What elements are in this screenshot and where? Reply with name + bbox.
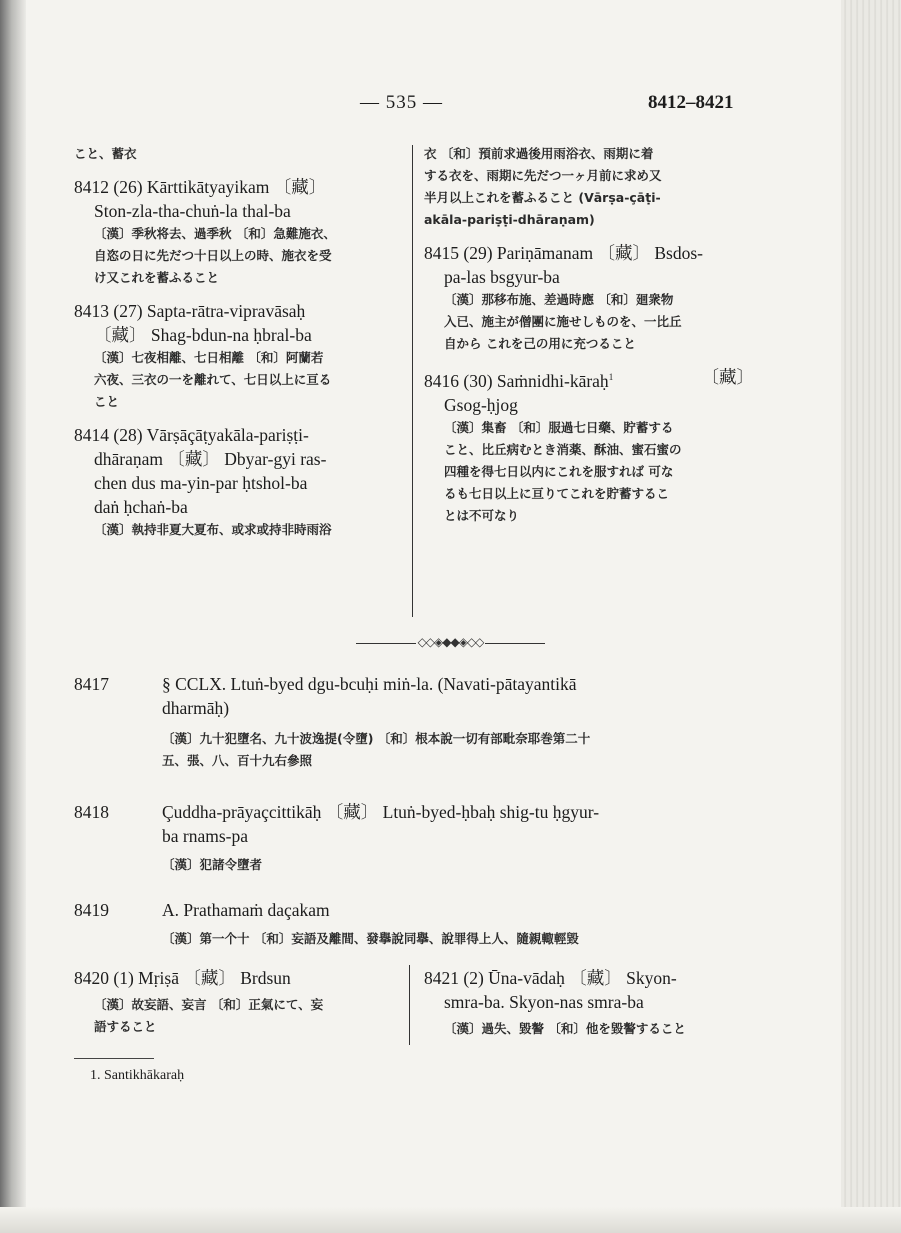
tibetan-term: Ston-zla-tha-chuṅ-la thal-ba (94, 201, 291, 221)
entry-headword: 8414 (28) Vārṣāçāṭyakāla-pariṣṭi- (74, 425, 309, 445)
jp-gloss: 〔漢〕九十犯墮名、九十波逸提(令墮) 〔和〕根本說一切有部毗奈耶巻第二十 (162, 731, 591, 746)
jp-gloss: 〔漢〕犯諸令墮者 (162, 857, 263, 872)
entry-8412 (74, 175, 404, 289)
left-column (74, 143, 404, 551)
jp-gloss: 〔漢〕第一个十 〔和〕妄語及離間、發擧說同擧、說罪得上人、隨親輙輕毀 (162, 931, 579, 946)
entry-headword: Çuddha-prāyaçcittikāḥ 〔藏〕 Ltuṅ-byed-ḥbaḥ shig-tu ḥgyur- (162, 802, 600, 822)
jp-gloss: 半月以上これを蓄ふること (Vārṣa-çāṭi- (424, 190, 661, 205)
jp-gloss: 語すること (94, 1019, 157, 1034)
jp-gloss: 〔漢〕過失、毀謷 〔和〕他を毀謷すること (444, 1021, 686, 1036)
jp-gloss: るも七日以上に亘りてこれを貯蓄するこ (444, 485, 670, 501)
jp-gloss: 〔漢〕執持非夏大夏布、或求或持非時雨浴 (94, 522, 332, 537)
jp-gloss: 〔漢〕集畜 〔和〕服過七日藥、貯蓄する (444, 419, 674, 435)
entry-headword-cont: dharmāḥ) (162, 698, 230, 718)
entry-8413 (74, 299, 404, 413)
tibetan-term: ba rnams-pa (162, 826, 249, 846)
page-binding-shadow (0, 0, 26, 1233)
jp-gloss: する衣を、雨期に先だつ一ヶ月前に求め又 (424, 168, 662, 183)
jp-gloss: 自恣の日に先だつ十日以上の時、施衣を受 (94, 248, 332, 263)
jp-gloss: こと (94, 394, 120, 409)
footnote-rule (74, 1058, 154, 1059)
jp-gloss: とは不可なり (444, 507, 520, 523)
entry-range: 8412–8421 (648, 92, 734, 113)
jp-gloss: こと、比丘病むとき消薬、酥油、蜜石蜜の (444, 441, 682, 457)
jp-gloss: 六夜、三衣の一を離れて、七日以上に亘る (94, 372, 332, 387)
tibetan-term: daṅ ḥchaṅ-ba (94, 497, 188, 517)
jp-gloss: 衣 〔和〕預前求過後用雨浴衣、雨期に着 (424, 146, 654, 161)
entry-headword: 8412 (26) Kārttikātyayikam 〔藏〕 (74, 177, 327, 197)
jp-gloss: 五、張、八、百十九右參照 (162, 753, 313, 768)
jp-gloss: akāla-pariṣṭi-dhāraṇam) (424, 212, 595, 227)
page-header (0, 92, 901, 116)
entry-headword: 8420 (1) Mṛiṣā 〔藏〕 Brdsun (74, 968, 291, 988)
page-edge (841, 0, 901, 1233)
entry-8417 (74, 672, 754, 772)
entry-8420 (74, 966, 404, 1038)
footnote-marker: 1 (608, 372, 614, 382)
right-column (424, 143, 754, 537)
entry-number: 8418 (74, 802, 109, 822)
headword-text: 8416 (30) Saṁnidhi-kāraḥ (424, 370, 609, 391)
entry-headword: 8421 (2) Ūna-vādaḥ 〔藏〕 Skyon- (424, 968, 677, 988)
tibetan-term: dhāraṇam 〔藏〕 Dbyar-gyi ras- (94, 449, 327, 469)
entry-8419 (74, 898, 754, 950)
jp-gloss: 四種を得七日以内にこれを服すれば 可な (444, 463, 674, 479)
entry-headword: 8415 (29) Pariṇāmanam 〔藏〕 Bsdos- (424, 243, 703, 263)
footnote: 1. Santikhākaraḥ (90, 1068, 185, 1083)
jp-gloss: 〔漢〕故妄語、妄言 〔和〕正氣にて、妄 (94, 997, 324, 1012)
tibetan-term: chen dus ma-yin-par ḥtshol-ba (94, 473, 308, 493)
continuation-8414 (424, 143, 754, 231)
ornament-glyphs: ◇◇◈◆◆◈◇◇ (417, 635, 484, 649)
entry-headword: § CCLX. Ltuṅ-byed dgu-bcuḥi miṅ-la. (Navati-pātayantikā (162, 674, 577, 694)
column-divider (412, 145, 413, 617)
entry-8418 (74, 800, 754, 876)
jp-gloss: 自から これを己の用に充つること (444, 336, 636, 351)
entry-8414 (74, 423, 404, 541)
tibetan-tag: 〔藏〕 (701, 367, 754, 387)
jp-gloss: 〔漢〕季秋将去、過季秋 〔和〕急難施衣、 (94, 226, 336, 241)
column-divider (409, 965, 410, 1045)
ornament-rule (485, 643, 545, 644)
ornament-rule (356, 643, 416, 644)
entry-8415 (424, 241, 754, 355)
entry-headword (424, 365, 754, 393)
jp-gloss: 〔漢〕七夜相離、七日相離 〔和〕阿蘭若 (94, 350, 324, 365)
entry-8416 (424, 365, 754, 527)
entry-8421 (424, 966, 754, 1040)
page-bottom-edge (0, 1207, 901, 1233)
page-number: — 535 — (360, 92, 443, 113)
entry-headword: A. Prathamaṁ daçakam (162, 900, 330, 920)
section-ornament (0, 635, 901, 650)
jp-gloss: 入已、施主が僧團に施せしものを、一比丘 (444, 314, 682, 329)
entry-headword: 8413 (27) Sapta-rātra-vipravāsaḥ (74, 301, 306, 321)
jp-gloss: け又これを蓄ふること (94, 270, 220, 285)
continuation-text: こと、蓄衣 (74, 146, 137, 161)
tibetan-term: 〔藏〕 Shag-bdun-na ḥbral-ba (94, 325, 312, 345)
tibetan-term: pa-las bsgyur-ba (444, 267, 560, 287)
entry-number: 8417 (74, 674, 109, 694)
entry-number: 8419 (74, 900, 109, 920)
jp-gloss: 〔漢〕那移布施、差過時應 〔和〕廻衆物 (444, 292, 674, 307)
tibetan-term: smra-ba. Skyon-nas smra-ba (444, 992, 644, 1012)
tibetan-term: Gsog-ḥjog (444, 394, 518, 415)
